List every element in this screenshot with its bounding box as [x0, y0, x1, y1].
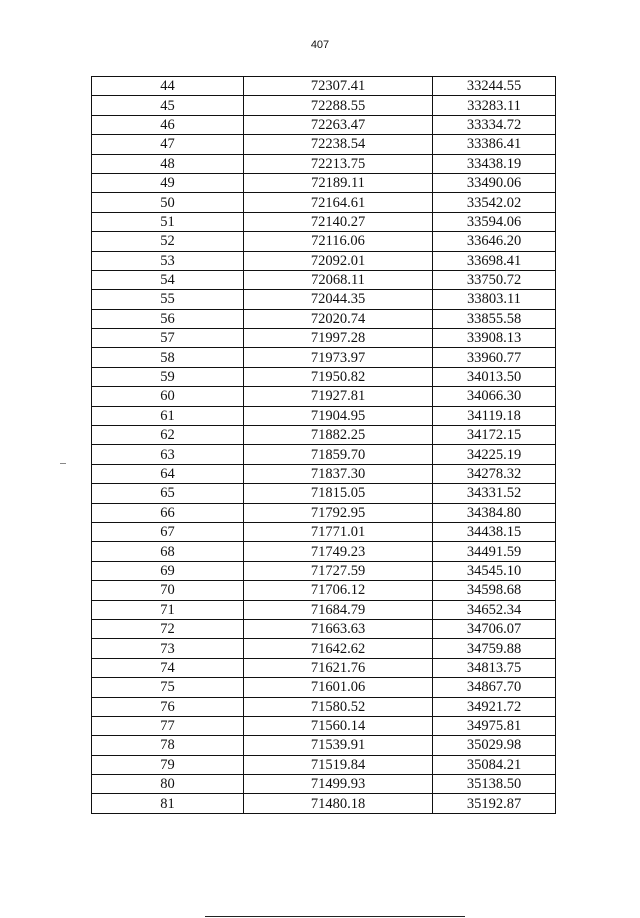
- table-row: [92, 678, 556, 697]
- value-b-cell: 34813.75: [433, 658, 556, 677]
- data-table-container: [91, 76, 555, 814]
- value-a-cell: 72140.27: [244, 212, 433, 231]
- table-row: [92, 736, 556, 755]
- table-row: [92, 639, 556, 658]
- table-row: [92, 697, 556, 716]
- value-b-cell: 34706.07: [433, 619, 556, 638]
- table-row: [92, 154, 556, 173]
- value-a-cell: 72092.01: [244, 251, 433, 270]
- value-a-cell: 71837.30: [244, 464, 433, 483]
- value-a-cell: 71771.01: [244, 522, 433, 541]
- row-index-cell: 60: [92, 387, 244, 406]
- table-row: [92, 755, 556, 774]
- row-index-cell: 77: [92, 716, 244, 735]
- value-b-cell: 33855.58: [433, 309, 556, 328]
- table-row: [92, 135, 556, 154]
- row-index-cell: 64: [92, 464, 244, 483]
- table-row: [92, 542, 556, 561]
- value-a-cell: 71539.91: [244, 736, 433, 755]
- value-a-cell: 71642.62: [244, 639, 433, 658]
- value-a-cell: 71621.76: [244, 658, 433, 677]
- value-a-cell: 71499.93: [244, 775, 433, 794]
- row-index-cell: 49: [92, 173, 244, 192]
- value-b-cell: 33750.72: [433, 270, 556, 289]
- table-row: [92, 212, 556, 231]
- value-a-cell: 71973.97: [244, 348, 433, 367]
- value-b-cell: 33438.19: [433, 154, 556, 173]
- table-row: [92, 193, 556, 212]
- value-b-cell: 34013.50: [433, 367, 556, 386]
- table-row: [92, 173, 556, 192]
- value-b-cell: 34759.88: [433, 639, 556, 658]
- row-index-cell: 78: [92, 736, 244, 755]
- row-index-cell: 68: [92, 542, 244, 561]
- value-a-cell: 71519.84: [244, 755, 433, 774]
- value-b-cell: 34652.34: [433, 600, 556, 619]
- row-index-cell: 50: [92, 193, 244, 212]
- value-b-cell: 33908.13: [433, 329, 556, 348]
- value-b-cell: 34384.80: [433, 503, 556, 522]
- table-row: [92, 445, 556, 464]
- value-b-cell: 35192.87: [433, 794, 556, 813]
- value-b-cell: 33244.55: [433, 77, 556, 96]
- value-a-cell: 72068.11: [244, 270, 433, 289]
- value-b-cell: 33594.06: [433, 212, 556, 231]
- value-a-cell: 72189.11: [244, 173, 433, 192]
- bottom-rule: [205, 916, 465, 917]
- table-row: [92, 619, 556, 638]
- table-row: [92, 406, 556, 425]
- row-index-cell: 75: [92, 678, 244, 697]
- table-row: [92, 600, 556, 619]
- row-index-cell: 58: [92, 348, 244, 367]
- value-b-cell: 33960.77: [433, 348, 556, 367]
- value-a-cell: 71480.18: [244, 794, 433, 813]
- value-b-cell: 33698.41: [433, 251, 556, 270]
- value-b-cell: 34975.81: [433, 716, 556, 735]
- value-b-cell: 34545.10: [433, 561, 556, 580]
- value-b-cell: 33334.72: [433, 115, 556, 134]
- value-b-cell: 34331.52: [433, 484, 556, 503]
- row-index-cell: 63: [92, 445, 244, 464]
- value-a-cell: 72238.54: [244, 135, 433, 154]
- table-row: [92, 561, 556, 580]
- table-row: [92, 716, 556, 735]
- value-a-cell: 71601.06: [244, 678, 433, 697]
- value-b-cell: 33283.11: [433, 96, 556, 115]
- value-a-cell: 71684.79: [244, 600, 433, 619]
- value-a-cell: 71950.82: [244, 367, 433, 386]
- row-index-cell: 46: [92, 115, 244, 134]
- value-b-cell: 35138.50: [433, 775, 556, 794]
- row-index-cell: 79: [92, 755, 244, 774]
- row-index-cell: 52: [92, 232, 244, 251]
- row-index-cell: 45: [92, 96, 244, 115]
- page-number: 407: [310, 39, 330, 51]
- table-row: [92, 794, 556, 813]
- row-index-cell: 55: [92, 290, 244, 309]
- row-index-cell: 53: [92, 251, 244, 270]
- value-b-cell: 34225.19: [433, 445, 556, 464]
- value-a-cell: 71663.63: [244, 619, 433, 638]
- scan-mark: [60, 463, 66, 464]
- value-a-cell: 71882.25: [244, 426, 433, 445]
- table-row: [92, 367, 556, 386]
- table-row: [92, 658, 556, 677]
- value-b-cell: 33646.20: [433, 232, 556, 251]
- table-row: [92, 309, 556, 328]
- value-a-cell: 72263.47: [244, 115, 433, 134]
- row-index-cell: 76: [92, 697, 244, 716]
- value-a-cell: 71815.05: [244, 484, 433, 503]
- table-row: [92, 232, 556, 251]
- value-b-cell: 34172.15: [433, 426, 556, 445]
- row-index-cell: 62: [92, 426, 244, 445]
- data-table: [91, 76, 556, 814]
- value-b-cell: 34119.18: [433, 406, 556, 425]
- value-a-cell: 71749.23: [244, 542, 433, 561]
- table-row: [92, 251, 556, 270]
- row-index-cell: 59: [92, 367, 244, 386]
- table-row: [92, 329, 556, 348]
- row-index-cell: 72: [92, 619, 244, 638]
- value-a-cell: 71859.70: [244, 445, 433, 464]
- value-a-cell: 72116.06: [244, 232, 433, 251]
- value-b-cell: 34921.72: [433, 697, 556, 716]
- row-index-cell: 66: [92, 503, 244, 522]
- table-row: [92, 290, 556, 309]
- row-index-cell: 71: [92, 600, 244, 619]
- row-index-cell: 67: [92, 522, 244, 541]
- row-index-cell: 51: [92, 212, 244, 231]
- table-row: [92, 522, 556, 541]
- row-index-cell: 61: [92, 406, 244, 425]
- table-row: [92, 348, 556, 367]
- table-row: [92, 484, 556, 503]
- table-row: [92, 426, 556, 445]
- value-b-cell: 34066.30: [433, 387, 556, 406]
- value-b-cell: 34278.32: [433, 464, 556, 483]
- row-index-cell: 69: [92, 561, 244, 580]
- table-row: [92, 387, 556, 406]
- value-a-cell: 72044.35: [244, 290, 433, 309]
- row-index-cell: 65: [92, 484, 244, 503]
- table-row: [92, 270, 556, 289]
- table-row: [92, 115, 556, 134]
- row-index-cell: 47: [92, 135, 244, 154]
- value-a-cell: 72213.75: [244, 154, 433, 173]
- value-b-cell: 33803.11: [433, 290, 556, 309]
- row-index-cell: 74: [92, 658, 244, 677]
- value-a-cell: 71727.59: [244, 561, 433, 580]
- value-a-cell: 71904.95: [244, 406, 433, 425]
- row-index-cell: 70: [92, 581, 244, 600]
- table-row: [92, 775, 556, 794]
- value-b-cell: 35029.98: [433, 736, 556, 755]
- row-index-cell: 48: [92, 154, 244, 173]
- value-b-cell: 33542.02: [433, 193, 556, 212]
- value-a-cell: 72288.55: [244, 96, 433, 115]
- row-index-cell: 57: [92, 329, 244, 348]
- value-b-cell: 34491.59: [433, 542, 556, 561]
- table-row: [92, 503, 556, 522]
- table-row: [92, 77, 556, 96]
- table-row: [92, 464, 556, 483]
- value-b-cell: 33386.41: [433, 135, 556, 154]
- value-b-cell: 35084.21: [433, 755, 556, 774]
- row-index-cell: 80: [92, 775, 244, 794]
- value-a-cell: 71580.52: [244, 697, 433, 716]
- table-row: [92, 96, 556, 115]
- row-index-cell: 56: [92, 309, 244, 328]
- value-a-cell: 71997.28: [244, 329, 433, 348]
- value-a-cell: 71560.14: [244, 716, 433, 735]
- row-index-cell: 81: [92, 794, 244, 813]
- row-index-cell: 73: [92, 639, 244, 658]
- value-a-cell: 71706.12: [244, 581, 433, 600]
- row-index-cell: 44: [92, 77, 244, 96]
- value-b-cell: 34438.15: [433, 522, 556, 541]
- value-a-cell: 72307.41: [244, 77, 433, 96]
- value-a-cell: 71927.81: [244, 387, 433, 406]
- value-b-cell: 34598.68: [433, 581, 556, 600]
- value-a-cell: 72020.74: [244, 309, 433, 328]
- value-a-cell: 71792.95: [244, 503, 433, 522]
- value-b-cell: 33490.06: [433, 173, 556, 192]
- value-b-cell: 34867.70: [433, 678, 556, 697]
- table-body: [92, 77, 556, 814]
- row-index-cell: 54: [92, 270, 244, 289]
- value-a-cell: 72164.61: [244, 193, 433, 212]
- table-row: [92, 581, 556, 600]
